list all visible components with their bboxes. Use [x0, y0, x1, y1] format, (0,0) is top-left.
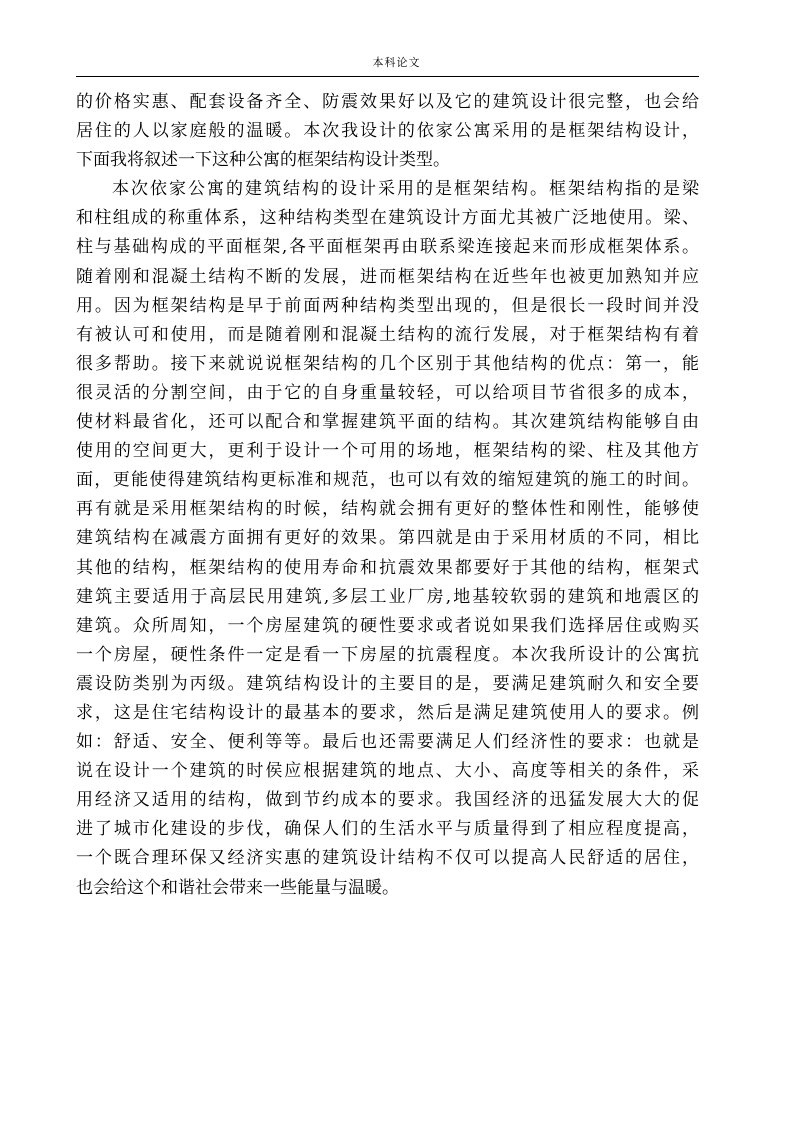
text-line: 建筑。众所周知，一个房屋建筑的硬性要求或者说如果我们选择居住或购买: [76, 615, 699, 636]
text-line: 和柱组成的称重体系，这种结构类型在建筑设计方面尤其被广泛地使用。梁、: [76, 208, 699, 229]
text-line: 很多帮助。接下来就说说框架结构的几个区别于其他结构的优点：第一，能: [76, 353, 699, 374]
text-line: 用经济又适用的结构，做到节约成本的要求。我国经济的迅猛发展大大的促: [76, 790, 699, 811]
text-line: 本次依家公寓的建筑结构的设计采用的是框架结构。框架结构指的是梁: [112, 179, 699, 200]
text-line: 如：舒适、安全、便利等等。最后也还需要满足人们经济性的要求：也就是: [76, 732, 699, 753]
text-line: 柱与基础构成的平面框架,各平面框架再由联系梁连接起来而形成框架体系。: [76, 237, 699, 258]
text-line: 下面我将叙述一下这种公寓的框架结构设计类型。: [76, 150, 450, 171]
page-header: 本科论文: [372, 56, 421, 69]
text-line: 用。因为框架结构是早于前面两种结构类型出现的，但是很长一段时间并没: [76, 295, 699, 316]
text-line: 进了城市化建设的步伐，确保人们的生活水平与质量得到了相应程度提高，: [76, 819, 699, 840]
text-line: 说在设计一个建筑的时侯应根据建筑的地点、大小、高度等相关的条件，采: [76, 761, 699, 782]
text-line: 使材料最省化，还可以配合和掌握建筑平面的结构。其次建筑结构能够自由: [76, 412, 699, 433]
text-line: 居住的人以家庭般的温暖。本次我设计的依家公寓采用的是框架结构设计，: [76, 121, 699, 142]
text-line: 面，更能使得建筑结构更标准和规范，也可以有效的缩短建筑的施工的时间。: [76, 470, 699, 491]
paragraph: [76, 88, 699, 175]
paragraph: [76, 175, 699, 902]
text-line: 震设防类别为丙级。建筑结构设计的主要目的是，要满足建筑耐久和安全要: [76, 673, 699, 694]
text-line: 建筑主要适用于高层民用建筑,多层工业厂房,地基较软弱的建筑和地震区的: [76, 586, 699, 607]
text-line: 随着刚和混凝土结构不断的发展，进而框架结构在近些年也被更加熟知并应: [76, 266, 699, 287]
text-line: 也会给这个和谐社会带来一些能量与温暖。: [76, 877, 399, 898]
text-line: 一个房屋，硬性条件一定是看一下房屋的抗震程度。本次我所设计的公寓抗: [76, 644, 699, 665]
text-line: 一个既合理环保又经济实惠的建筑设计结构不仅可以提高人民舒适的居住，: [76, 848, 699, 869]
text-line: 求，这是住宅结构设计的最基本的要求，然后是满足建筑使用人的要求。例: [76, 702, 699, 723]
text-line: 其他的结构，框架结构的使用寿命和抗震效果都要好于其他的结构，框架式: [76, 557, 699, 578]
text-line: 的价格实惠、配套设备齐全、防震效果好以及它的建筑设计很完整，也会给: [76, 92, 699, 112]
text-line: 有被认可和使用，而是随着刚和混凝土结构的流行发展，对于框架结构有着: [76, 324, 699, 345]
document-body: [76, 88, 699, 903]
text-line: 再有就是采用框架结构的时候，结构就会拥有更好的整体性和刚性，能够使: [76, 499, 699, 520]
text-line: 建筑结构在减震方面拥有更好的效果。第四就是由于采用材质的不同，相比: [76, 528, 699, 549]
text-line: 使用的空间更大，更利于设计一个可用的场地，框架结构的梁、柱及其他方: [76, 441, 699, 462]
text-line: 很灵活的分割空间，由于它的自身重量较轻，可以给项目节省很多的成本，: [76, 382, 699, 403]
header-divider: [76, 76, 699, 77]
